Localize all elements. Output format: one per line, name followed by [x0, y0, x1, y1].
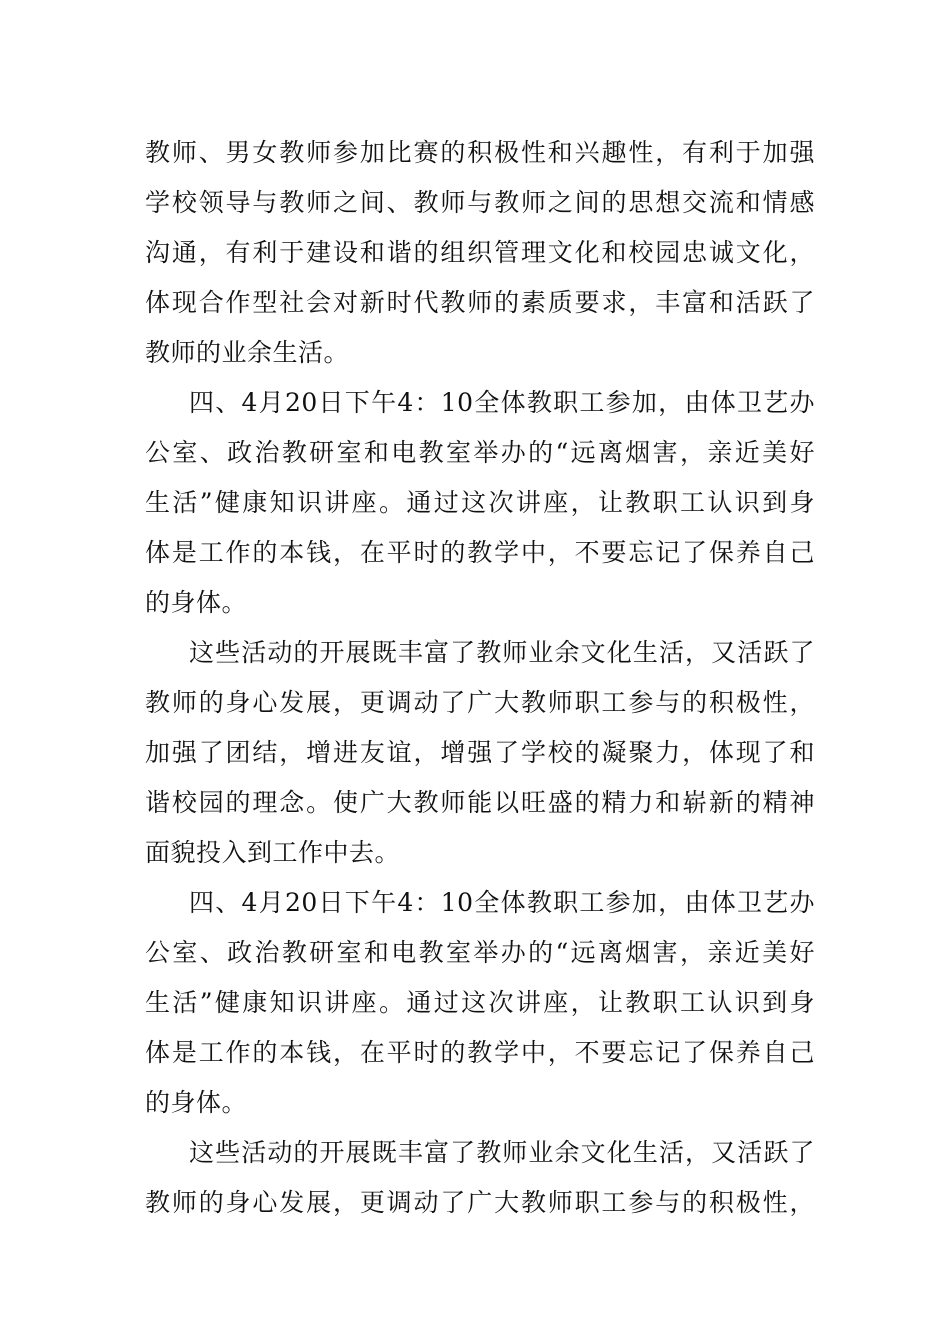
paragraph-line: 体现合作型社会对新时代教师的素质要求，丰富和活跃了 — [145, 288, 815, 317]
paragraph — [145, 378, 815, 628]
paragraph-line: 的身体。 — [145, 1088, 248, 1117]
paragraph-line: 体是工作的本钱，在平时的教学中，不要忘记了保养自己 — [145, 538, 815, 567]
paragraph — [145, 878, 815, 1128]
paragraph-line: 生活”健康知识讲座。通过这次讲座，让教职工认识到身 — [145, 488, 815, 517]
paragraph-line: 的身体。 — [145, 588, 248, 617]
paragraph-line: 这些活动的开展既丰富了教师业余文化生活，又活跃了 — [189, 1138, 815, 1167]
paragraph-line: 教师的身心发展，更调动了广大教师职工参与的积极性， — [145, 1188, 815, 1217]
paragraph — [145, 128, 815, 378]
paragraph-line: 学校领导与教师之间、教师与教师之间的思想交流和情感 — [145, 188, 815, 217]
paragraph-line: 这些活动的开展既丰富了教师业余文化生活，又活跃了 — [189, 638, 815, 667]
paragraph — [145, 628, 815, 878]
paragraph-line: 公室、政治教研室和电教室举办的“远离烟害，亲近美好 — [145, 438, 815, 467]
paragraph-line: 公室、政治教研室和电教室举办的“远离烟害，亲近美好 — [145, 938, 815, 967]
paragraph-line: 谐校园的理念。使广大教师能以旺盛的精力和崭新的精神 — [145, 788, 815, 817]
paragraph-line: 教师的业余生活。 — [145, 338, 350, 367]
document-body — [145, 128, 815, 1228]
paragraph — [145, 1128, 815, 1228]
paragraph-line: 体是工作的本钱，在平时的教学中，不要忘记了保养自己 — [145, 1038, 815, 1067]
paragraph-line: 四、4月20日下午4：10全体教职工参加，由体卫艺办 — [189, 888, 815, 917]
paragraph-line: 加强了团结，增进友谊，增强了学校的凝聚力，体现了和 — [145, 738, 815, 767]
paragraph-line: 教师、男女教师参加比赛的积极性和兴趣性，有利于加强 — [145, 138, 815, 167]
paragraph-line: 四、4月20日下午4：10全体教职工参加，由体卫艺办 — [189, 388, 815, 417]
paragraph-line: 教师的身心发展，更调动了广大教师职工参与的积极性， — [145, 688, 815, 717]
paragraph-line: 沟通，有利于建设和谐的组织管理文化和校园忠诚文化， — [145, 238, 815, 267]
paragraph-line: 面貌投入到工作中去。 — [145, 838, 401, 867]
paragraph-line: 生活”健康知识讲座。通过这次讲座，让教职工认识到身 — [145, 988, 815, 1017]
